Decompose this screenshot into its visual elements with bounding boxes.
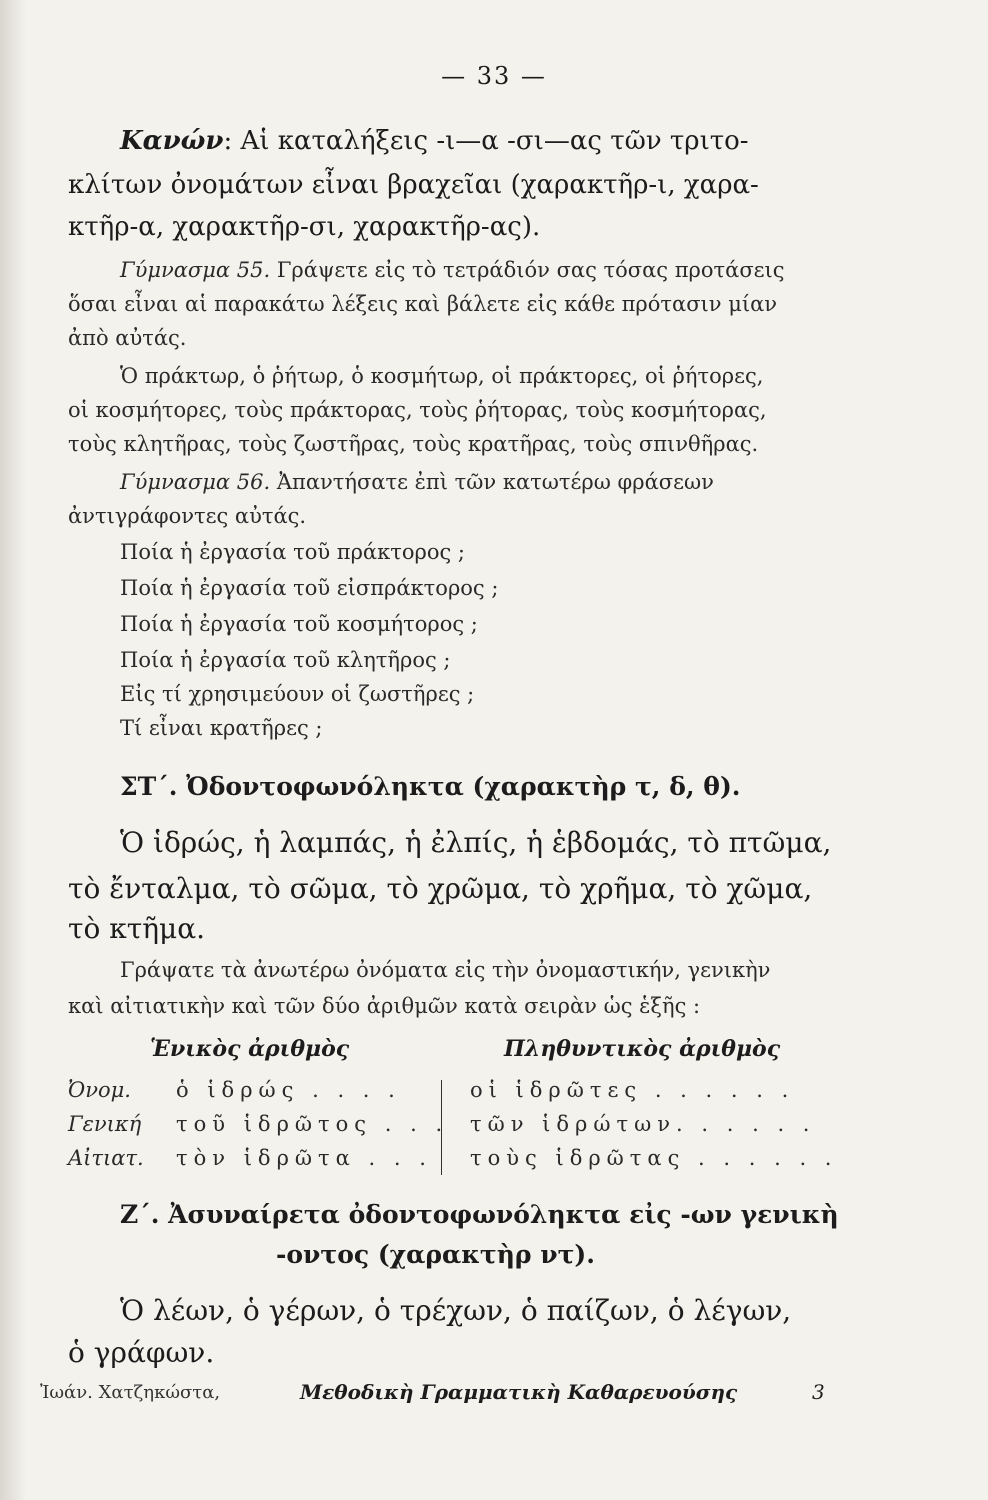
section6-line-1: Ὁ ἱδρώς, ἡ λαμπάς, ἡ ἐλπίς, ἡ ἑβδομάς, τὸ πτῶμα, [120, 826, 832, 859]
rule-line-1 [120, 126, 749, 156]
exercise56-label: Γύμνασμα 56. [120, 470, 271, 494]
table-case-1: Ὀνομ. [68, 1078, 131, 1102]
rule-text-1: : Αἱ καταλήξεις -ι—α -σι—ας τῶν τριτο- [223, 126, 749, 156]
exercise55-words-3: τοὺς κλητῆρας, τοὺς ζωστῆρας, τοὺς κρατῆρας, τοὺς σπινθῆρας. [68, 432, 759, 456]
question-5: Εἰς τί χρησιμεύουν οἱ ζωστῆρες ; [120, 682, 475, 706]
exercise56-line-2: ἀντιγράφοντες αὐτάς. [68, 504, 307, 528]
table-pl-1: οἱ ἱδρῶτες . . . . . . [470, 1078, 795, 1102]
exercise55-words-1: Ὁ πράκτωρ, ὁ ῥήτωρ, ὁ κοσμήτωρ, οἱ πράκτορες, οἱ ῥήτορες, [120, 364, 764, 388]
question-3: Ποία ἡ ἐργασία τοῦ κοσμήτορος ; [120, 612, 478, 636]
exercise55-text-1: Γράψετε εἰς τὸ τετράδιόν σας τόσας προτάσεις [276, 258, 785, 282]
question-2: Ποία ἡ ἐργασία τοῦ εἰσπράκτορος ; [120, 576, 499, 600]
question-6: Τί εἶναι κρατῆρες ; [120, 716, 323, 740]
section7-heading-1: Ζ΄. Ἀσυναίρετα ὀδοντοφωνόληκτα εἰς -ων γενικὴ [120, 1200, 839, 1229]
section6-instruction-1: Γράψατε τὰ ἀνωτέρω ὀνόματα εἰς τὴν ὀνομαστικήν, γενικὴν [120, 958, 771, 982]
exercise55-line-1 [120, 258, 785, 282]
rule-label: Κανών [120, 126, 224, 156]
exercise56-line-1 [120, 470, 714, 494]
table-case-2: Γενική [68, 1112, 142, 1136]
table-sg-3: τὸν ἱδρῶτα . . . [176, 1146, 432, 1170]
section6-line-3: τὸ κτῆμα. [68, 912, 206, 945]
footer-book-title: Μεθοδικὴ Γραμματικὴ Καθαρευούσης [300, 1380, 738, 1404]
table-sg-1: ὁ ἱδρώς . . . . [176, 1078, 401, 1102]
table-plural-header: Πληθυντικὸς ἀριθμὸς [504, 1036, 781, 1062]
section6-heading: ΣΤ΄. Ὀδοντοφωνόληκτα (χαρακτὴρ τ, δ, θ). [120, 772, 741, 801]
section6-line-2: τὸ ἔνταλμα, τὸ σῶμα, τὸ χρῶμα, τὸ χρῆμα, τὸ χῶμα, [68, 872, 813, 905]
section7-heading-2: -οντος (χαρακτὴρ ντ). [276, 1240, 595, 1269]
exercise55-line-3: ἀπὸ αὐτάς. [68, 326, 187, 350]
exercise55-line-2: ὅσαι εἶναι αἱ παρακάτω λέξεις καὶ βάλετε εἰς κάθε πρότασιν μίαν [68, 292, 778, 316]
exercise56-text-1: Ἀπαντήσατε ἐπὶ τῶν κατωτέρω φράσεων [276, 470, 714, 494]
table-pl-2: τῶν ἱδρώτων. . . . . . [470, 1112, 816, 1136]
exercise55-label: Γύμνασμα 55. [120, 258, 271, 282]
table-case-3: Αἰτιατ. [68, 1146, 144, 1170]
page-edge-shadow [0, 0, 26, 1500]
table-singular-header: Ἑνικὸς ἀριθμὸς [150, 1036, 350, 1062]
question-4: Ποία ἡ ἐργασία τοῦ κλητῆρος ; [120, 648, 451, 672]
question-1: Ποία ἡ ἐργασία τοῦ πράκτορος ; [120, 540, 465, 564]
section6-instruction-2: καὶ αἰτιατικὴν καὶ τῶν δύο ἀριθμῶν κατὰ σειρὰν ὡς ἑξῆς : [68, 994, 701, 1018]
rule-line-3: κτῆρ-α, χαρακτῆρ-σι, χαρακτῆρ-ας). [68, 212, 541, 242]
exercise55-words-2: οἱ κοσμήτορες, τοὺς πράκτορας, τοὺς ῥήτορας, τοὺς κοσμήτορας, [68, 398, 767, 422]
rule-line-2: κλίτων ὀνομάτων εἶναι βραχεῖαι (χαρακτῆρ-ι, χαρα- [68, 170, 759, 200]
table-pl-3: τοὺς ἱδρῶτας . . . . . . [470, 1146, 838, 1170]
table-sg-2: τοῦ ἱδρῶτος . . . [176, 1112, 449, 1136]
footer-signature: 3 [812, 1380, 825, 1404]
section7-line-1: Ὁ λέων, ὁ γέρων, ὁ τρέχων, ὁ παίζων, ὁ λέγων, [120, 1294, 792, 1327]
footer-author: Ἰωάν. Χατζηκώστα, [40, 1382, 221, 1403]
page-number: — 33 — [441, 62, 547, 90]
section7-line-2: ὁ γράφων. [68, 1336, 215, 1369]
